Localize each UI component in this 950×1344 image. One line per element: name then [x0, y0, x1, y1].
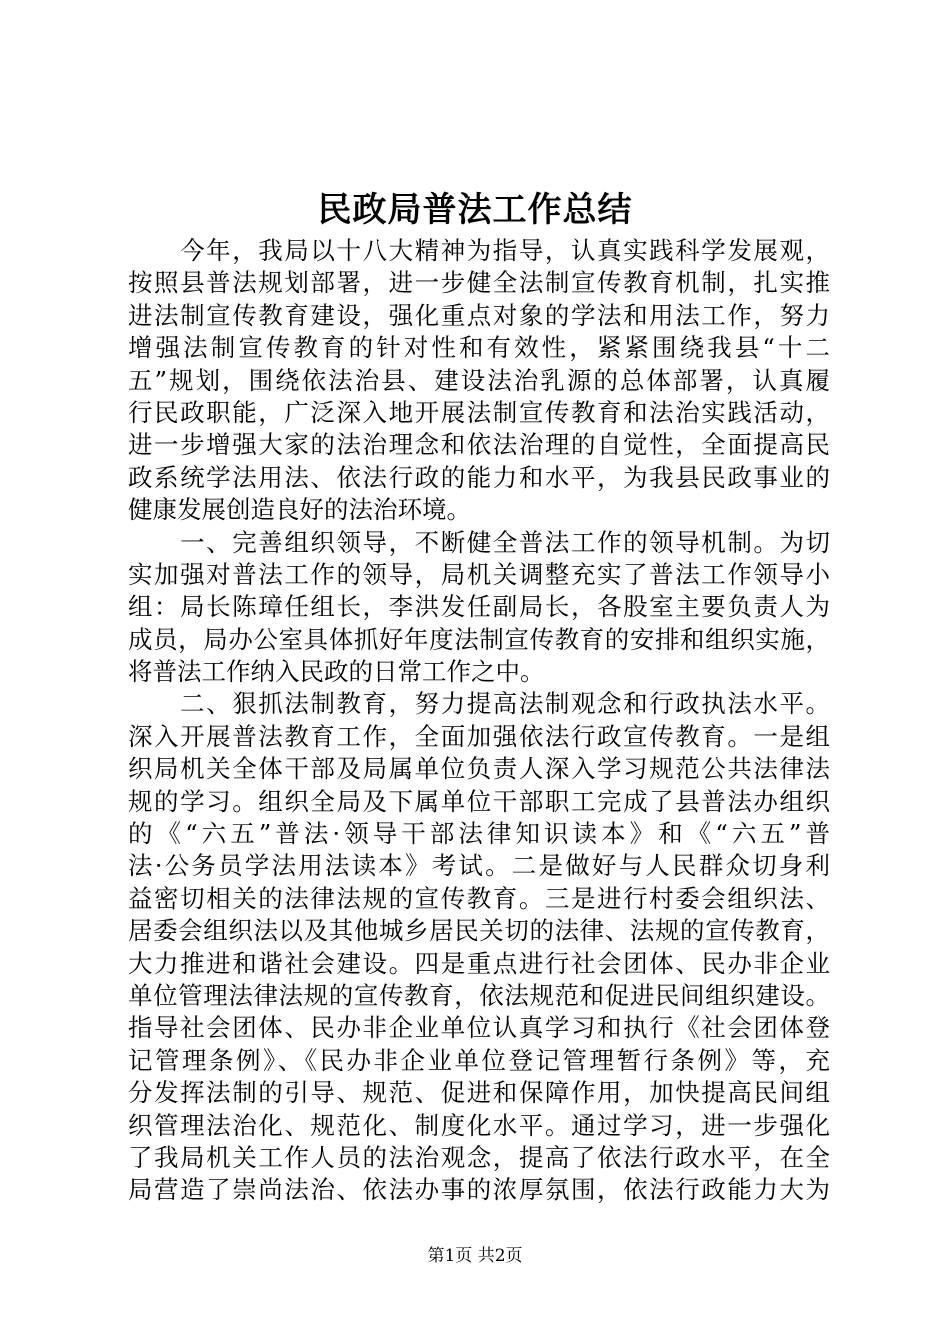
body-line: 居委会组织法以及其他城乡居民关切的法律、法规的宣传教育，: [128, 916, 830, 946]
body-line: 大力推进和谐社会建设。四是重点进行社会团体、民办非企业: [128, 948, 830, 978]
body-line: 实加强对普法工作的领导，局机关调整充实了普法工作领导小: [128, 559, 830, 589]
body-line: 深入开展普法教育工作，全面加强依法行政宣传教育。一是组: [128, 721, 830, 751]
body-line: 了我局机关工作人员的法治观念，提高了依法行政水平，在全: [128, 1142, 830, 1172]
body-line: 一、完善组织领导，不断健全普法工作的领导机制。为切: [128, 527, 830, 557]
body-line: 规的学习。组织全局及下属单位干部职工完成了县普法办组织: [128, 786, 830, 816]
body-line: 健康发展创造良好的法治环境。: [128, 495, 471, 525]
body-line: 增强法制宣传教育的针对性和有效性，紧紧围绕我县“十二: [128, 333, 830, 363]
body-line: 织管理法治化、规范化、制度化水平。通过学习，进一步强化: [128, 1110, 830, 1140]
body-line: 按照县普法规划部署，进一步健全法制宣传教育机制，扎实推: [128, 268, 830, 298]
document-title: 民政局普法工作总结: [317, 190, 633, 230]
page-footer: 第1页 共2页: [427, 1246, 523, 1266]
body-line: 的《“六五”普法·领导干部法律知识读本》和《“六五”普: [128, 819, 830, 849]
body-line: 五”规划，围绕依法治县、建设法治乳源的总体部署，认真履: [128, 365, 830, 395]
body-line: 进法制宣传教育建设，强化重点对象的学法和用法工作，努力: [128, 300, 830, 330]
body-line: 分发挥法制的引导、规范、促进和保障作用，加快提高民间组: [128, 1078, 830, 1108]
body-line: 成员，局办公室具体抓好年度法制宣传教育的安排和组织实施，: [128, 624, 830, 654]
body-line: 进一步增强大家的法治理念和依法治理的自觉性，全面提高民: [128, 430, 830, 460]
body-line: 组：局长陈璋任组长，李洪发任副局长，各股室主要负责人为: [128, 592, 830, 622]
body-line: 记管理条例》、《民办非企业单位登记管理暂行条例》等，充: [128, 1045, 830, 1075]
body-line: 行民政职能，广泛深入地开展法制宣传教育和法治实践活动，: [128, 397, 830, 427]
body-line: 法·公务员学法用法读本》考试。二是做好与人民群众切身利: [128, 851, 830, 881]
body-line: 指导社会团体、民办非企业单位认真学习和执行《社会团体登: [128, 1013, 830, 1043]
body-line: 局营造了崇尚法治、依法办事的浓厚氛围，依法行政能力大为: [128, 1175, 830, 1205]
body-line: 二、狠抓法制教育，努力提高法制观念和行政执法水平。: [128, 689, 830, 719]
body-line: 政系统学法用法、依法行政的能力和水平，为我县民政事业的: [128, 462, 830, 492]
document-body: [128, 235, 830, 1207]
body-line: 今年，我局以十八大精神为指导，认真实践科学发展观，: [128, 236, 830, 265]
body-line: 益密切相关的法律法规的宣传教育。三是进行村委会组织法、: [128, 883, 830, 913]
body-line: 将普法工作纳入民政的日常工作之中。: [128, 657, 545, 687]
body-line: 织局机关全体干部及局属单位负责人深入学习规范公共法律法: [128, 754, 830, 784]
body-line: 单位管理法律法规的宣传教育，依法规范和促进民间组织建设。: [128, 980, 830, 1010]
